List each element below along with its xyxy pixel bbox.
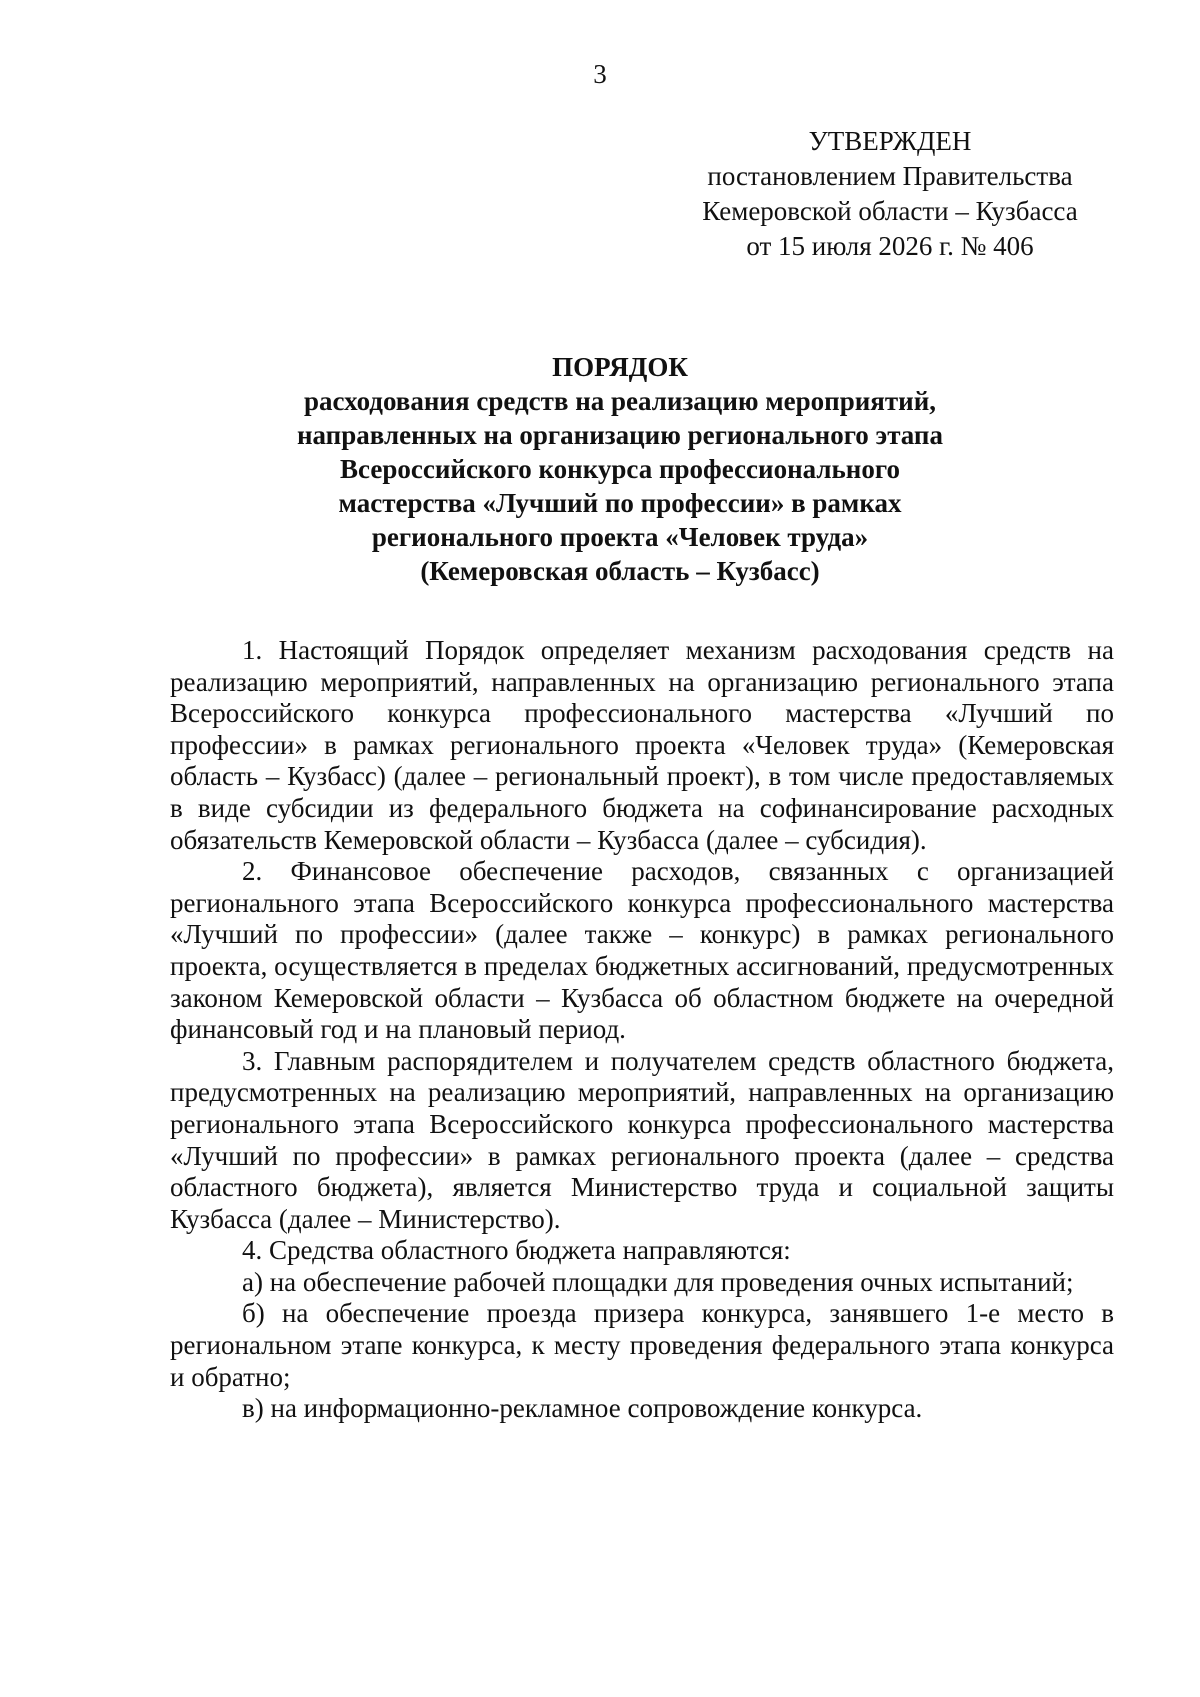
title-heading: ПОРЯДОК	[552, 352, 688, 382]
paragraph-1: 1. Настоящий Порядок определяет механизм расходования средств на реализацию мероприятий, направленных на организацию регионального этапа Всероссийского конкурса профессионального мастерства «Лучший по профессии» в рамках регионального проекта «Человек труда» (Кемеровская область – Кузбасс) (далее – региональный проект), в том числе предоставляемых в виде субсидии из федерального бюджета на софинансирование расходных обязательств Кемеровской области – Кузбасса (далее – субсидия).	[170, 635, 1114, 855]
approval-line-approved: УТВЕРЖДЕН	[808, 126, 972, 156]
approval-line-region: Кемеровской области – Кузбасса	[702, 196, 1078, 226]
title-line: расходования средств на реализацию мероприятий,	[303, 386, 937, 416]
paragraph-3: 3. Главным распорядителем и получателем средств областного бюджета, предусмотренных на реализацию мероприятий, направленных на организацию регионального этапа Всероссийского конкурса профессионального мастерства «Лучший по профессии» в рамках регионального проекта (далее – средства областного бюджета), является Министерство труда и социальной защиты Кузбасса (далее – Министерство).	[170, 1045, 1114, 1234]
title-line: регионального проекта «Человек труда»	[371, 522, 869, 552]
paragraph-4c: в) на информационно-рекламное сопровождение конкурса.	[242, 1393, 923, 1424]
approval-line-resolution: постановлением Правительства	[707, 161, 1073, 191]
title-line: направленных на организацию регионального этапа	[296, 420, 943, 450]
document-title	[160, 350, 1080, 588]
page-number: 3	[593, 59, 607, 89]
paragraph-2: 2. Финансовое обеспечение расходов, связанных с организацией регионального этапа Всероссийского конкурса профессионального мастерства «Лучший по профессии» (далее также – конкурс) в рамках регионального проекта, осуществляется в пределах бюджетных ассигнований, предусмотренных законом Кемеровской области – Кузбасса об областном бюджете на очередной финансовый год и на плановый период.	[170, 856, 1114, 1045]
paragraph-4a: а) на обеспечение рабочей площадки для проведения очных испытаний;	[242, 1266, 1074, 1297]
paragraph-4: 4. Средства областного бюджета направляются:	[242, 1235, 791, 1266]
title-line: Всероссийского конкурса профессионального	[340, 454, 900, 484]
title-line: (Кемеровская область – Кузбасс)	[420, 556, 820, 586]
document-body	[170, 635, 1114, 1425]
approval-stamp	[620, 124, 1160, 264]
paragraph-4b: б) на обеспечение проезда призера конкурса, занявшего 1-е место в региональном этапе конкурса, к месту проведения федерального этапа конкурса и обратно;	[170, 1298, 1114, 1392]
approval-line-date: от 15 июля 2026 г. № 406	[746, 231, 1034, 261]
title-line: мастерства «Лучший по профессии» в рамках	[338, 488, 902, 518]
